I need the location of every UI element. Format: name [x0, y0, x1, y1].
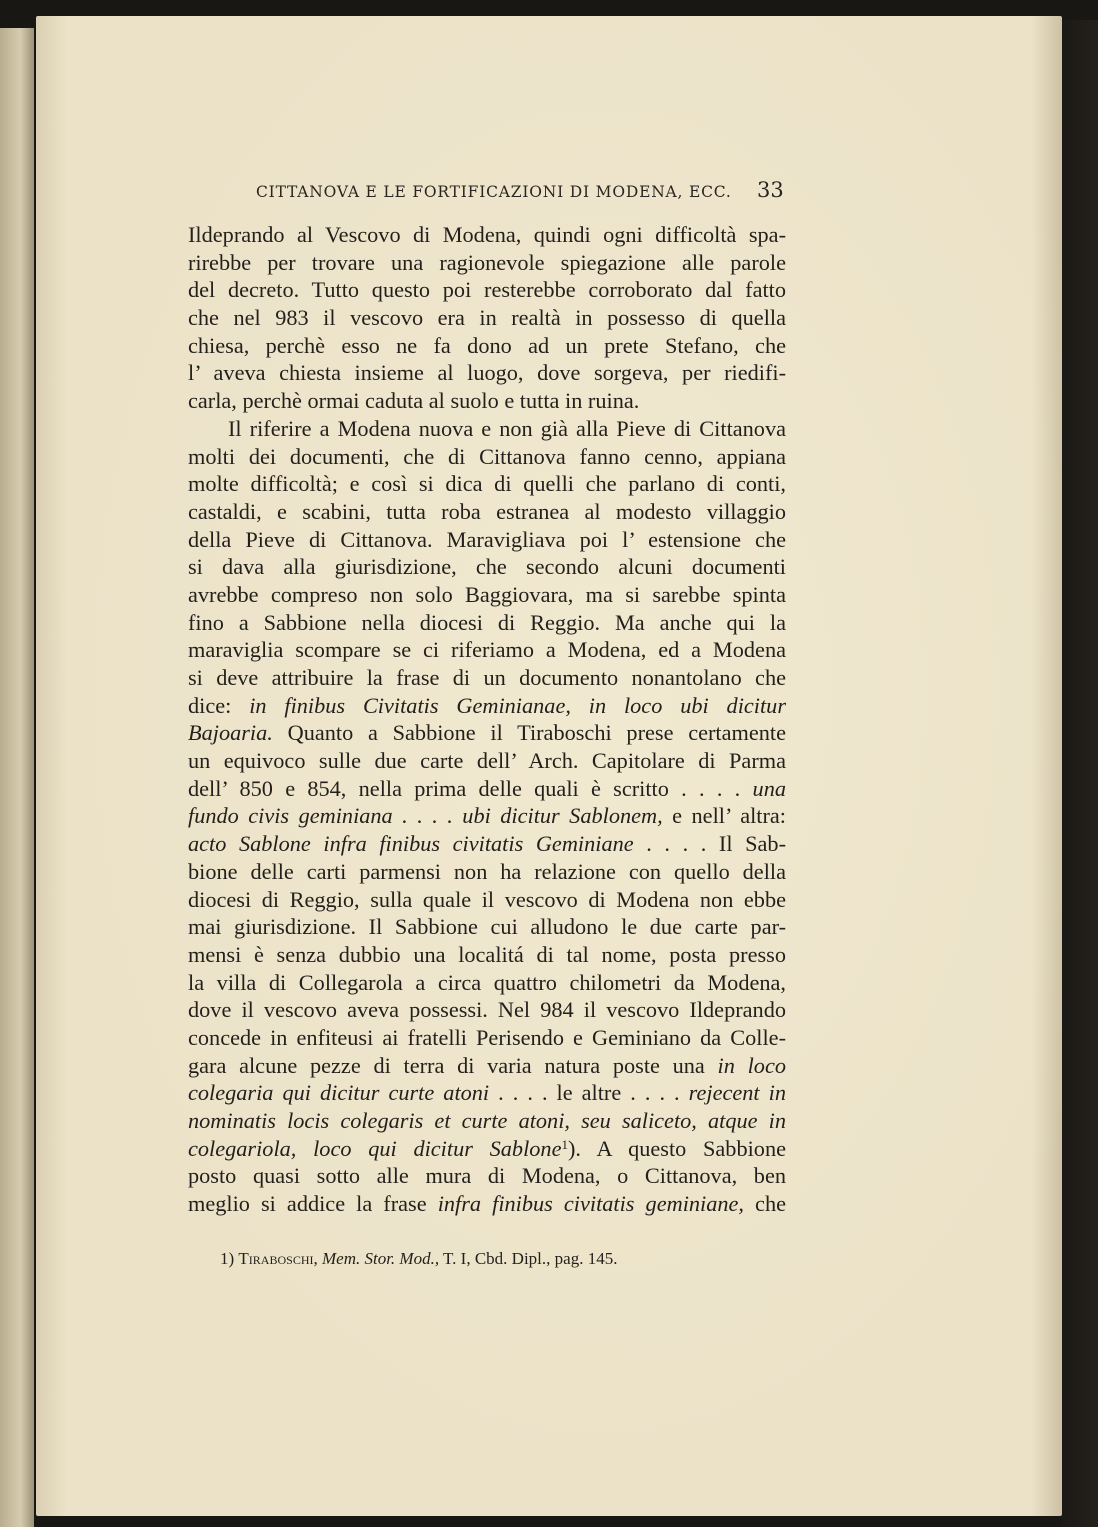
footnote-marker: 1 [561, 1136, 568, 1152]
text-line: avrebbe compreso non solo Baggiovara, ma si sarebbe spinta [188, 581, 786, 607]
text-line: del decreto. Tutto questo poi resterebbe corroborato dal fatto [188, 277, 786, 303]
text-line: mensi è senza dubbio una localitá di tal nome, posta presso [188, 941, 786, 967]
text-line: un equivoco sulle due carte dell’ Arch. Capitolare di Parma [188, 748, 786, 774]
text-line: dell’ 850 e 854, nella prima delle quali è scritto . . . . una [188, 775, 786, 801]
running-title: CITTANOVA E LE FORTIFICAZIONI DI MODENA, ECC. [256, 183, 732, 201]
text-line: rirebbe per trovare una ragionevole spiegazione alle parole [188, 249, 786, 275]
text-line: fino a Sabbione nella diocesi di Reggio. Ma anche qui la [188, 609, 786, 635]
text-line: dice: in finibus Civitatis Geminianae, in loco ubi dicitur [188, 692, 786, 718]
text-line: mai giurisdizione. Il Sabbione cui alludono le due carte par- [188, 914, 786, 940]
text-line: chiesa, perchè esso ne fa dono ad un prete Stefano, che [188, 332, 786, 358]
text-line: maraviglia scompare se ci riferiamo a Modena, ed a Modena [188, 637, 786, 663]
text-line: molti dei documenti, che di Cittanova fanno cenno, appiana [188, 443, 786, 469]
text-line: Ildeprando al Vescovo di Modena, quindi ogni difficoltà spa- [188, 222, 786, 247]
text-line: concede in enfiteusi ai fratelli Perisendo e Geminiano da Colle- [188, 1024, 786, 1050]
text-line: che nel 983 il vescovo era in realtà in possesso di quella [188, 305, 786, 331]
text-line: castaldi, e scabini, tutta roba estranea al modesto villaggio [188, 498, 786, 524]
text-line: colegaria qui dicitur curte atoni . . . . le altre . . . . rejecent in [188, 1080, 786, 1106]
footnote-number: 1) [220, 1249, 235, 1268]
text-line: meglio si addice la frase infra finibus civitatis geminiane, che [188, 1191, 787, 1217]
text-line: posto quasi sotto alle mura di Modena, o Cittanova, ben [188, 1163, 786, 1189]
footnote-work: Mem. Stor. Mod., [321, 1249, 440, 1268]
text-line: colegariola, loco qui dicitur Sablone$^1$). A questo Sabbione [188, 1135, 786, 1161]
page-number: 33 [757, 178, 784, 202]
text-line: carla, perchè ormai caduta al suolo e tutta in ruina. [188, 388, 640, 414]
footnote-author: Tiraboschi, [238, 1249, 318, 1268]
footnote [220, 1249, 617, 1269]
text-line: Il riferire a Modena nuova e non già alla Pieve di Cittanova [228, 415, 786, 441]
text-line: si deve attribuire la frase di un documento nonantolano che [188, 665, 786, 690]
body-text [188, 221, 786, 1218]
text-line: la villa di Collegarola a circa quattro chilometri da Modena, [188, 969, 786, 995]
footnote-reference: T. I, Cbd. Dipl., pag. 145. [443, 1249, 618, 1268]
text-line: acto Sablone infra finibus civitatis Geminiane . . . . Il Sab- [188, 831, 786, 857]
text-line: bione delle carti parmensi non ha relazione con quello della [188, 858, 786, 884]
text-line: gara alcune pezze di terra di varia natura poste una in loco [188, 1052, 786, 1078]
text-line: diocesi di Reggio, sulla quale il vescovo di Modena non ebbe [188, 886, 786, 912]
text-line: fundo civis geminiana . . . . ubi dicitur Sablonem, e nell’ altra: [188, 803, 786, 829]
text-line: molte difficoltà; e così si dica di quelli che parlano di conti, [188, 471, 786, 497]
text-line: si dava alla giurisdizione, che secondo alcuni documenti [188, 554, 786, 580]
adjacent-page-edge [0, 28, 34, 1527]
text-line: Bajoaria. Quanto a Sabbione il Tiraboschi prese certamente [188, 720, 786, 746]
text-line: dove il vescovo aveva possessi. Nel 984 il vescovo Ildeprando [188, 997, 786, 1023]
page-shadow [1062, 20, 1098, 1527]
text-line: l’ aveva chiesta insieme al luogo, dove sorgeva, per riedifi- [188, 360, 786, 386]
text-line: della Pieve di Cittanova. Maravigliava poi l’ estensione che [188, 526, 786, 552]
text-line: nominatis locis colegaris et curte atoni, seu saliceto, atque in [188, 1108, 786, 1133]
